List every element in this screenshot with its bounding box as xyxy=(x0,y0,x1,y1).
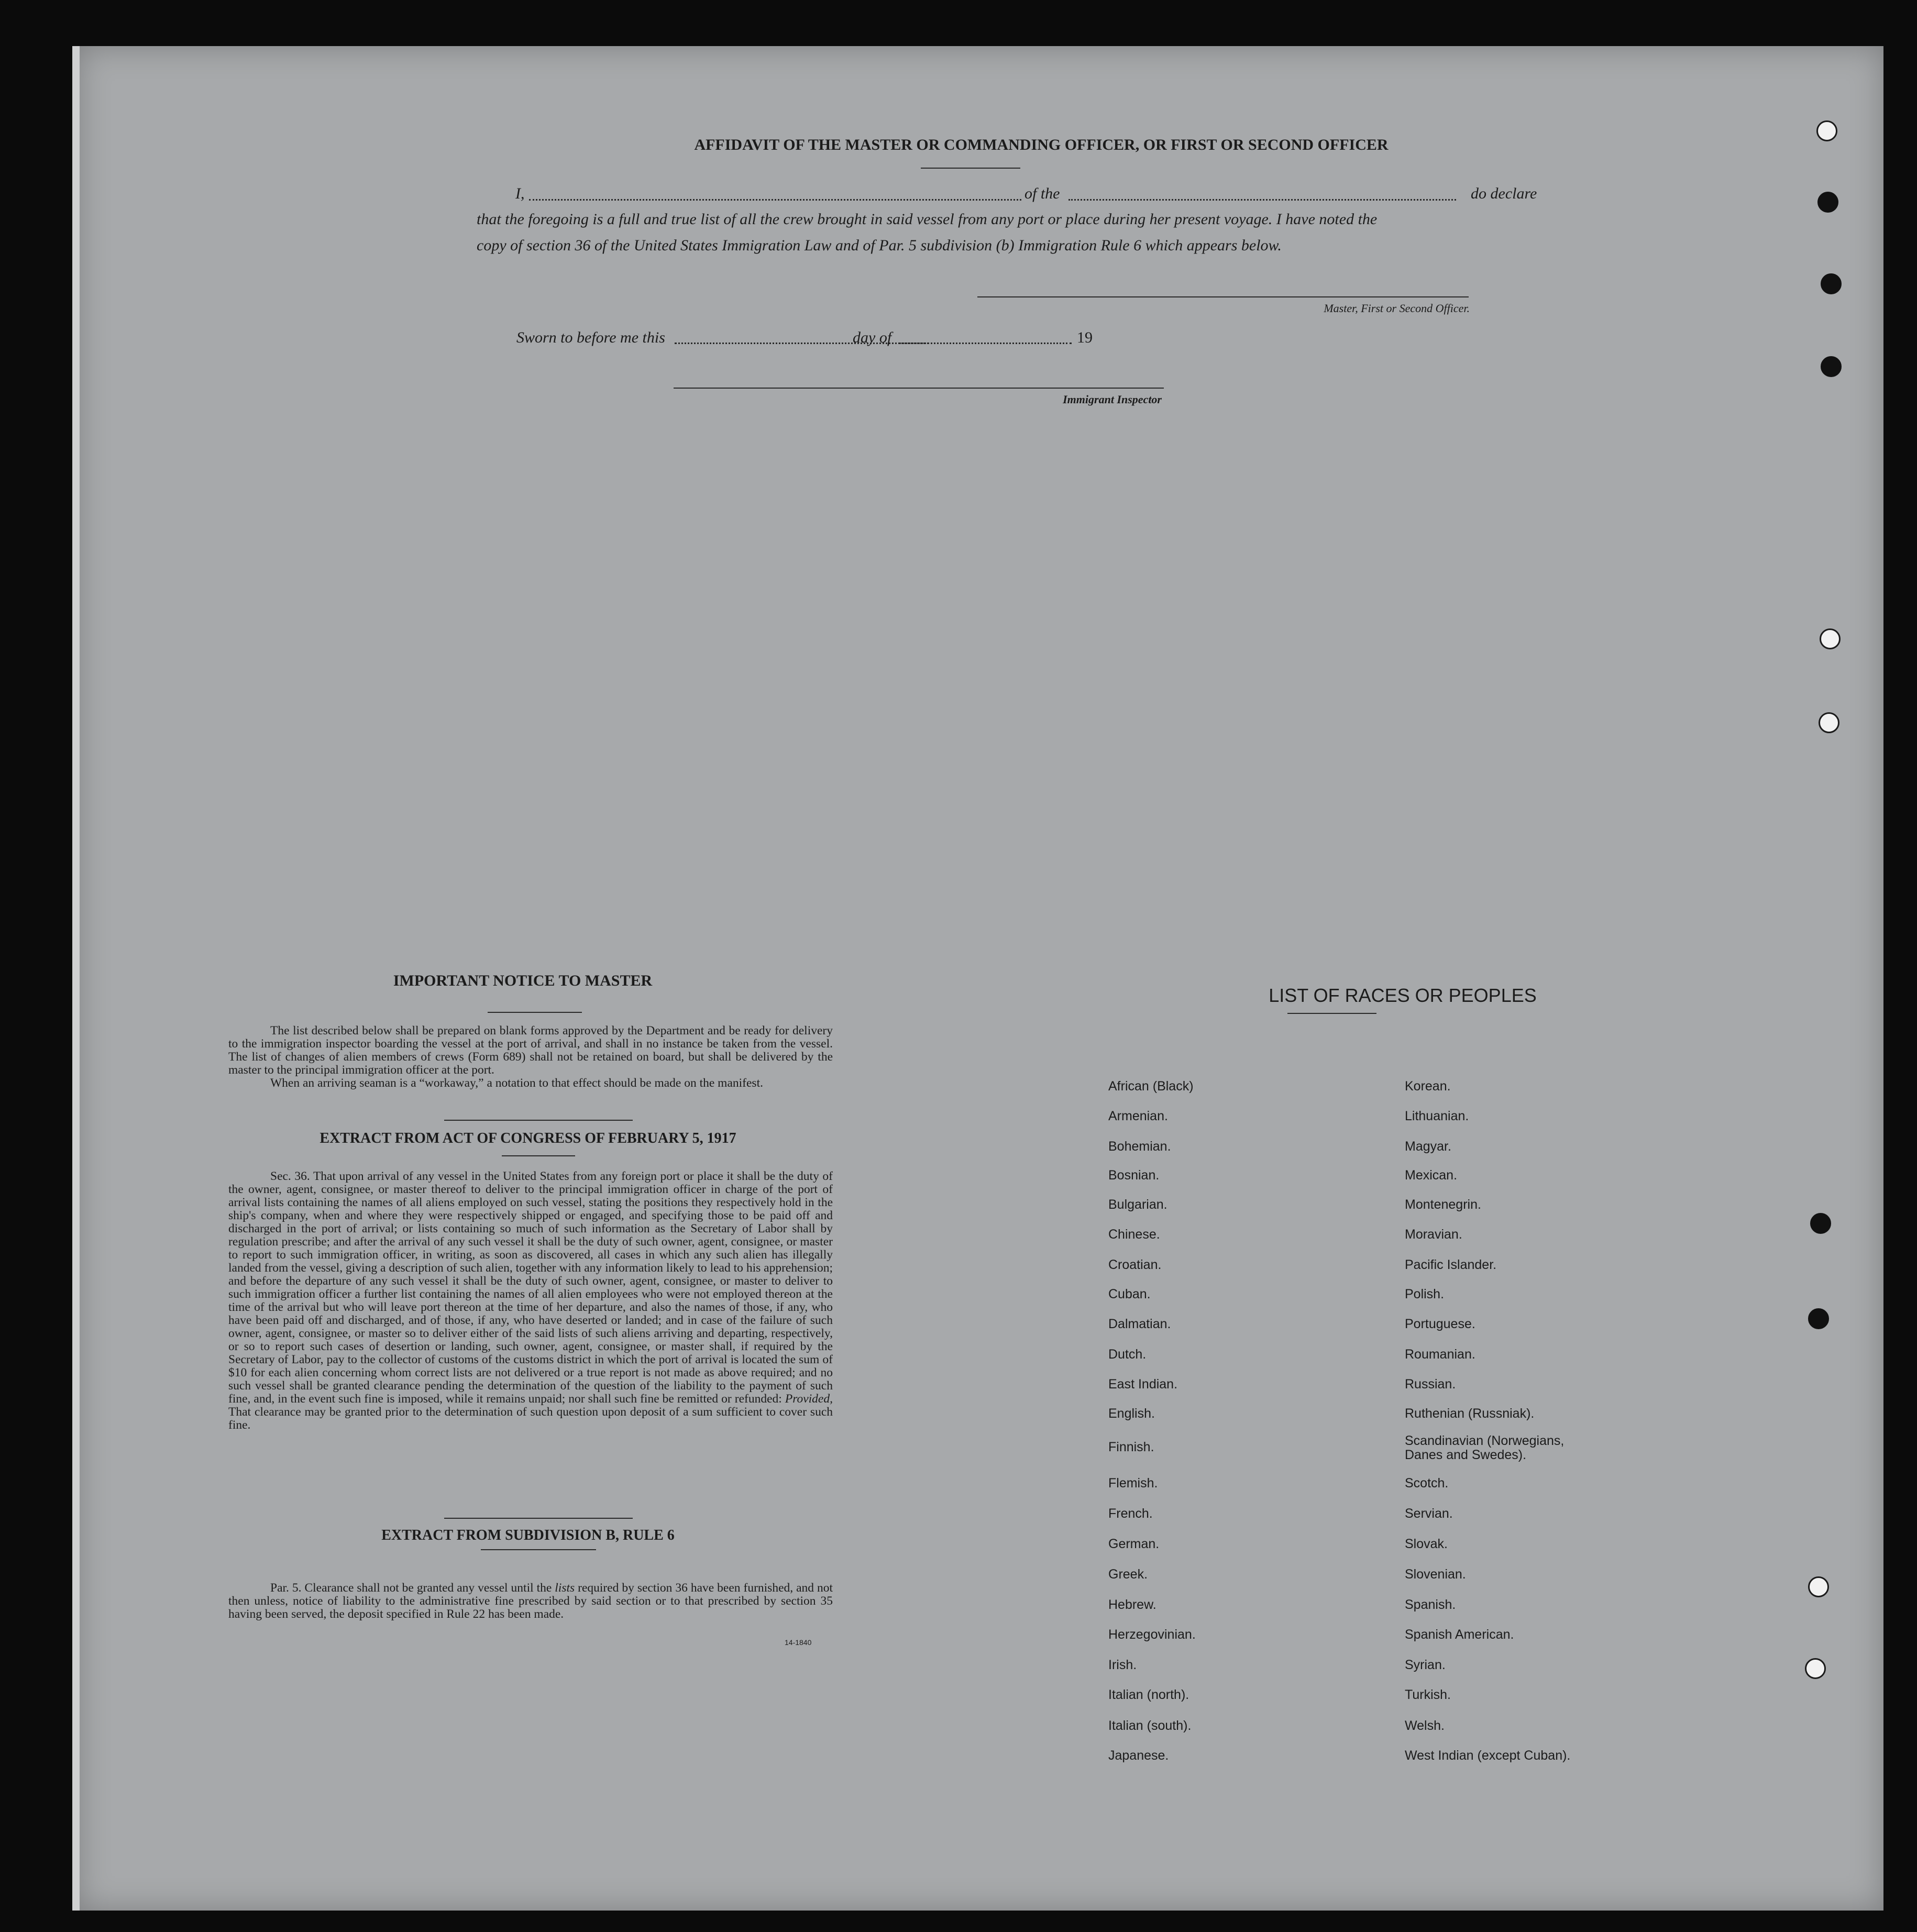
binder-hole xyxy=(1817,192,1838,213)
year-prefix: 19 xyxy=(1077,329,1093,346)
sec-36-body-b: That clearance may be granted prior to the determination of such question upon deposit of a sum sufficient to cover such fine. xyxy=(228,1405,833,1432)
binder-hole xyxy=(1808,1308,1829,1329)
race-item: Syrian. xyxy=(1405,1658,1446,1672)
race-item: Montenegrin. xyxy=(1405,1197,1481,1212)
binder-hole xyxy=(1816,120,1837,141)
race-item: Spanish. xyxy=(1405,1597,1456,1612)
inspector-label: Immigrant Inspector xyxy=(1063,393,1162,406)
race-item: Finnish. xyxy=(1108,1440,1154,1454)
title-divider xyxy=(921,168,1020,169)
races-list-title: LIST OF RACES OR PEOPLES xyxy=(1269,985,1537,1006)
affidavit-line-2: copy of section 36 of the United States Immigration Law and of Par. 5 subdivision (b) Immigration Rule 6 which appears below. xyxy=(477,237,1282,254)
section-divider-2 xyxy=(444,1518,633,1519)
race-item: Lithuanian. xyxy=(1405,1109,1469,1123)
race-item: Mexican. xyxy=(1405,1168,1458,1183)
race-item: Italian (south). xyxy=(1108,1718,1192,1733)
race-item: Bulgarian. xyxy=(1108,1197,1167,1212)
notice-title: IMPORTANT NOTICE TO MASTER xyxy=(393,972,653,989)
binder-hole xyxy=(1821,273,1842,294)
race-item: Polish. xyxy=(1405,1287,1445,1301)
race-item: Slovak. xyxy=(1405,1537,1448,1551)
affidavit-of-the-label: of the xyxy=(1024,185,1060,202)
sec-36-body-a: That upon arrival of any vessel in the United States from any foreign port or place it shall be the duty of the owner, agent, consignee, or master thereof to deliver to the principal immigration officer in charge of the port of arrival lists containing the names of all aliens employed on such vessel, stating the positions they respectively hold in the ship's company, when and where they were respectively shipped or engaged, and specifying those to be paid off and discharged in the port of arrival; or lists containing so much of such information as the Secretary of Labor shall by regulation prescribe; and after the arrival of any such vessel it shall be the duty of such owner, agent, consignee, or master to report to such immigration officer, in writing, as soon as discovered, all cases in which any such alien has illegally landed from the vessel, giving a description of such alien, together with any information likely to lead to his apprehension; and before the departure of any such vessel it shall be the duty of such owner, agent, consignee, or master to deliver to such immigration officer a further list containing the names of all alien employees who were not employed thereon at the time of the arrival but who will leave port thereon at the time of her departure, and also the names of those, if any, who have been paid off and discharged, and of those, if any, who have deserted or landed; and in case of the failure of such owner, agent, consignee, or master so to deliver either of the said lists of such aliens arriving and departing, respectively, or so to report such cases of desertion or landing, such owner, agent, consignee, or master shall, if required by the Secretary of Labor, pay to the collector of customs of the customs district in which the port of arrival is located the sum of $10 for each alien concerning whom correct lists are not delivered or a true report is not made as above required; and no such vessel shall be granted clearance pending the determination of the question of the liability to the payment of such fine, and, in the event such fine is imposed, while it remains unpaid; nor shall such fine be remitted or refunded: xyxy=(228,1169,833,1406)
binder-hole xyxy=(1808,1576,1829,1597)
race-item: Cuban. xyxy=(1108,1287,1151,1301)
race-item: Croatian. xyxy=(1108,1257,1162,1272)
race-item: Scandinavian (Norwegians, Danes and Swedes). xyxy=(1405,1433,1565,1462)
race-item: Spanish American. xyxy=(1405,1627,1514,1642)
notice-paragraph-1: The list described below shall be prepared on blank forms approved by the Department and be ready for delivery to the immigration inspector boarding the vessel at the port of arrival, and shall in no instance be taken from the vessel. The list of changes of alien members of crews (Form 689) shall not be retained on board, but shall be delivered by the master to the principal immigration officer at the port. xyxy=(228,1024,833,1077)
race-item: Dutch. xyxy=(1108,1347,1147,1362)
race-item: Magyar. xyxy=(1405,1139,1451,1154)
act-divider xyxy=(502,1155,575,1156)
rule-divider xyxy=(481,1549,596,1550)
race-item: Pacific Islander. xyxy=(1405,1257,1497,1272)
race-item: African (Black) xyxy=(1108,1079,1194,1094)
race-item: Greek. xyxy=(1108,1567,1148,1582)
race-item: Russian. xyxy=(1405,1377,1456,1392)
act-extract-title: EXTRACT FROM ACT OF CONGRESS OF FEBRUARY 5, 1917 xyxy=(320,1130,736,1146)
race-item: Turkish. xyxy=(1405,1687,1451,1702)
rule-6-text xyxy=(228,1582,833,1621)
race-item: Armenian. xyxy=(1108,1109,1168,1123)
race-item: Servian. xyxy=(1405,1506,1453,1521)
notice-divider xyxy=(488,1012,582,1013)
race-item: Hebrew. xyxy=(1108,1597,1156,1612)
race-item: Bohemian. xyxy=(1108,1139,1171,1154)
race-item: Dalmatian. xyxy=(1108,1317,1171,1331)
rule-extract-title: EXTRACT FROM SUBDIVISION B, RULE 6 xyxy=(381,1527,675,1543)
binder-hole xyxy=(1805,1658,1826,1679)
vessel-field[interactable] xyxy=(1068,199,1456,201)
race-item: Japanese. xyxy=(1108,1748,1169,1763)
binder-hole xyxy=(1821,356,1842,377)
race-item: German. xyxy=(1108,1537,1160,1551)
master-signature-line[interactable] xyxy=(977,296,1469,297)
day-of-label: day of xyxy=(853,329,892,346)
provided-word: Provided, xyxy=(785,1392,833,1406)
races-divider xyxy=(1287,1013,1376,1014)
race-item: Herzegovinian. xyxy=(1108,1627,1196,1642)
form-page xyxy=(78,46,1883,1911)
race-item: Irish. xyxy=(1108,1658,1137,1672)
section-36-text xyxy=(228,1170,833,1432)
rule-body-a: Par. 5. Clearance shall not be granted any vessel until the xyxy=(270,1581,552,1595)
rule-body-b: required by section 36 have been furnished, and not then unless, notice of liability to the administrative fine prescribed by said section or to that prescribed by section 35 having been served, the deposit specified in Rule 22 has been made. xyxy=(228,1581,833,1621)
race-item: Roumanian. xyxy=(1405,1347,1475,1362)
sworn-month-field[interactable] xyxy=(899,343,1072,344)
binder-hole xyxy=(1819,712,1839,733)
race-item: Scotch. xyxy=(1405,1476,1449,1491)
race-item: Welsh. xyxy=(1405,1718,1445,1733)
sworn-label: Sworn to before me this xyxy=(516,329,665,346)
affidavit-do-declare: do declare xyxy=(1471,185,1537,202)
lists-word: lists xyxy=(555,1581,575,1595)
race-item: Bosnian. xyxy=(1108,1168,1160,1183)
binder-hole xyxy=(1820,628,1841,649)
binder-hole xyxy=(1810,1213,1831,1234)
sec-label: Sec. 36. xyxy=(270,1169,310,1183)
notice-paragraph-2: When an arriving seaman is a “workaway,” a notation to that effect should be made on the manifest. xyxy=(270,1076,763,1090)
section-divider-1 xyxy=(444,1120,633,1121)
race-item: Flemish. xyxy=(1108,1476,1158,1491)
race-item: French. xyxy=(1108,1506,1153,1521)
race-item: East Indian. xyxy=(1108,1377,1178,1392)
affidavit-line-1: that the foregoing is a full and true list of all the crew brought in said vessel from any port or place during her present voyage. I have noted the xyxy=(477,211,1378,228)
race-item: Slovenian. xyxy=(1405,1567,1466,1582)
affidavit-title: AFFIDAVIT OF THE MASTER OR COMMANDING OFFICER, OR FIRST OR SECOND OFFICER xyxy=(694,136,1389,153)
name-field[interactable] xyxy=(529,199,1021,201)
race-item: Korean. xyxy=(1405,1079,1451,1094)
master-signature-label: Master, First or Second Officer. xyxy=(1324,302,1470,315)
race-item: West Indian (except Cuban). xyxy=(1405,1748,1571,1763)
race-item: Portuguese. xyxy=(1405,1317,1475,1331)
inspector-signature-line[interactable] xyxy=(674,388,1164,389)
race-item: English. xyxy=(1108,1406,1155,1421)
race-item: Ruthenian (Russniak). xyxy=(1405,1406,1535,1421)
race-item: Chinese. xyxy=(1108,1227,1160,1242)
race-item: Moravian. xyxy=(1405,1227,1462,1242)
form-number: 14-1840 xyxy=(785,1638,812,1647)
affidavit-i-label: I, xyxy=(515,185,525,202)
race-item: Italian (north). xyxy=(1108,1687,1189,1702)
